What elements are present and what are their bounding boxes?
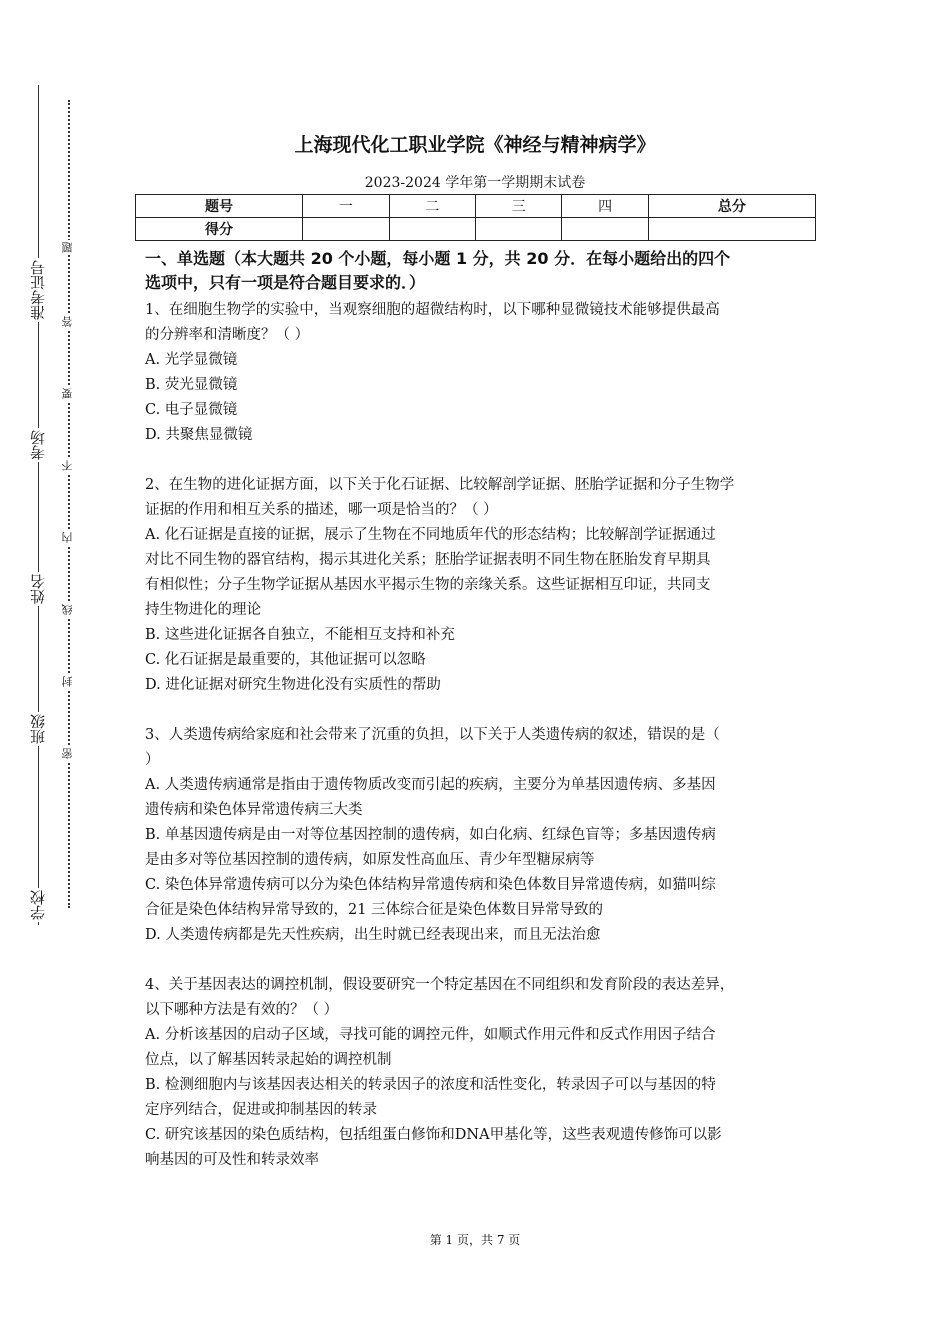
score-cell-total: 总分 xyxy=(648,195,815,218)
option-a: A. 光学显微镜 xyxy=(145,352,238,368)
option-b-line: 定序列结合，促进或抑制基因的转录 xyxy=(145,1102,377,1118)
seal-char-6: 线 xyxy=(59,602,77,617)
seal-char-7: 封 xyxy=(59,674,77,689)
seal-char-2: 答 xyxy=(59,314,77,329)
question-gap xyxy=(145,698,813,723)
question-1 xyxy=(145,298,813,448)
option-b: B. 荧光显微镜 xyxy=(145,377,238,393)
option-a-line: A. 人类遗传病通常是指由于遗传物质改变而引起的疾病，主要分为单基因遗传病、多基因 xyxy=(145,777,716,793)
seal-char-5: 内 xyxy=(59,530,77,545)
option-d: D. 进化证据对研究生物进化没有实质性的帮助 xyxy=(145,677,441,693)
option-b: B. 这些进化证据各自独立，不能相互支持和补充 xyxy=(145,627,455,643)
option-a-line: 持生物进化的理论 xyxy=(145,602,261,618)
field-class: 班级 xyxy=(24,712,52,746)
score-input-4 xyxy=(562,218,648,241)
seal-char-8: 密 xyxy=(59,746,77,761)
question-line: 以下哪种方法是有效的？（ ） xyxy=(145,1002,339,1018)
section-heading-line: 一、单选题（本大题共 20 个小题，每小题 1 分，共 20 分．在每小题给出的四个 xyxy=(145,249,731,268)
score-cell-3: 三 xyxy=(475,195,561,218)
score-cell-2: 二 xyxy=(389,195,475,218)
section-heading-line: 选项中，只有一项是符合题目要求的．） xyxy=(145,273,426,292)
question-2 xyxy=(145,473,813,698)
question-gap xyxy=(145,948,813,973)
exam-content xyxy=(145,247,813,1173)
exam-title: 上海现代化工职业学院《神经与精神病学》 xyxy=(294,134,656,156)
question-line: 证据的作用和相互关系的描述，哪一项是恰当的？（ ） xyxy=(145,502,498,518)
option-b-line: B. 检测细胞内与该基因表达相关的转录因子的浓度和活性变化，转录因子可以与基因的特 xyxy=(145,1077,716,1093)
section-heading xyxy=(145,247,813,295)
question-3 xyxy=(145,723,813,948)
score-table-score-row xyxy=(136,218,816,241)
field-school: 学校 xyxy=(24,888,52,922)
option-b-line: B. 单基因遗传病是由一对等位基因控制的遗传病，如白化病、红绿色盲等；多基因遗传病 xyxy=(145,827,716,843)
score-row-label: 得分 xyxy=(136,218,303,241)
score-table xyxy=(135,194,816,241)
score-cell-label: 题号 xyxy=(136,195,303,218)
option-a-line: 遗传病和染色体异常遗传病三大类 xyxy=(145,802,363,818)
option-a-line: 位点，以了解基因转录起始的调控机制 xyxy=(145,1052,392,1068)
seal-char-3: 要 xyxy=(59,386,77,401)
option-d: D. 共聚焦显微镜 xyxy=(145,427,253,443)
score-input-1 xyxy=(303,218,389,241)
option-c-line: C. 研究该基因的染色质结构，包括组蛋白修饰和DNA甲基化等，这些表观遗传修饰可以影 xyxy=(145,1127,722,1143)
question-4 xyxy=(145,973,813,1173)
option-c-line: C. 染色体异常遗传病可以分为染色体结构异常遗传病和染色体数目异常遗传病，如猫叫综 xyxy=(145,877,716,893)
exam-subtitle: 2023-2024 学年第一学期期末试卷 xyxy=(364,175,586,191)
question-line: 1、在细胞生物学的实验中，当观察细胞的超微结构时，以下哪种显微镜技术能够提供最高 xyxy=(145,302,720,318)
score-input-2 xyxy=(389,218,475,241)
option-a-line: A. 化石证据是直接的证据，展示了生物在不同地质年代的形态结构；比较解剖学证据通过 xyxy=(145,527,716,543)
option-c: C. 电子显微镜 xyxy=(145,402,238,418)
question-line: ） xyxy=(145,752,160,768)
option-c-line: 响基因的可及性和转录效率 xyxy=(145,1152,319,1168)
question-line: 的分辨率和清晰度？（ ） xyxy=(145,327,310,343)
score-cell-1: 一 xyxy=(303,195,389,218)
seal-char-4: 不 xyxy=(59,458,77,473)
binding-solid-line xyxy=(38,85,39,925)
option-a-line: 有相似性；分子生物学证据从基因水平揭示生物的亲缘关系。这些证据相互印证，共同支 xyxy=(145,577,711,593)
option-a-line: A. 分析该基因的启动子区域，寻找可能的调控元件，如顺式作用元件和反式作用因子结合 xyxy=(145,1027,716,1043)
option-d: D. 人类遗传病都是先天性疾病，出生时就已经表现出来，而且无法治愈 xyxy=(145,927,601,943)
option-a-line: 对比不同生物的器官结构，揭示其进化关系；胚胎学证据表明不同生物在胚胎发育早期具 xyxy=(145,552,711,568)
option-c: C. 化石证据是最重要的，其他证据可以忽略 xyxy=(145,652,426,668)
score-cell-4: 四 xyxy=(562,195,648,218)
question-line: 2、在生物的进化证据方面，以下关于化石证据、比较解剖学证据、胚胎学证据和分子生物学 xyxy=(145,477,735,493)
question-line: 3、人类遗传病给家庭和社会带来了沉重的负担，以下关于人类遗传病的叙述，错误的是（ xyxy=(145,727,720,743)
seal-char-1: 题 xyxy=(59,240,77,255)
page-footer: 第 1 页，共 7 页 xyxy=(429,1233,521,1247)
field-exam-room: 考场 xyxy=(24,428,52,462)
question-line: 4、关于基因表达的调控机制，假设要研究一个特定基因在不同组织和发育阶段的表达差异， xyxy=(145,977,735,993)
option-c-line: 合征是染色体结构异常导致的，21 三体综合征是染色体数目异常导致的 xyxy=(145,902,604,918)
score-input-3 xyxy=(475,218,561,241)
score-table-header-row xyxy=(136,195,816,218)
score-input-total xyxy=(648,218,815,241)
option-b-line: 是由多对等位基因控制的遗传病，如原发性高血压、青少年型糖尿病等 xyxy=(145,852,595,868)
field-exam-number: 准考证号 xyxy=(24,258,52,322)
seal-dotted-line xyxy=(68,100,70,908)
question-gap xyxy=(145,448,813,473)
binding-margin xyxy=(0,0,100,1344)
field-name: 姓名 xyxy=(24,572,52,606)
